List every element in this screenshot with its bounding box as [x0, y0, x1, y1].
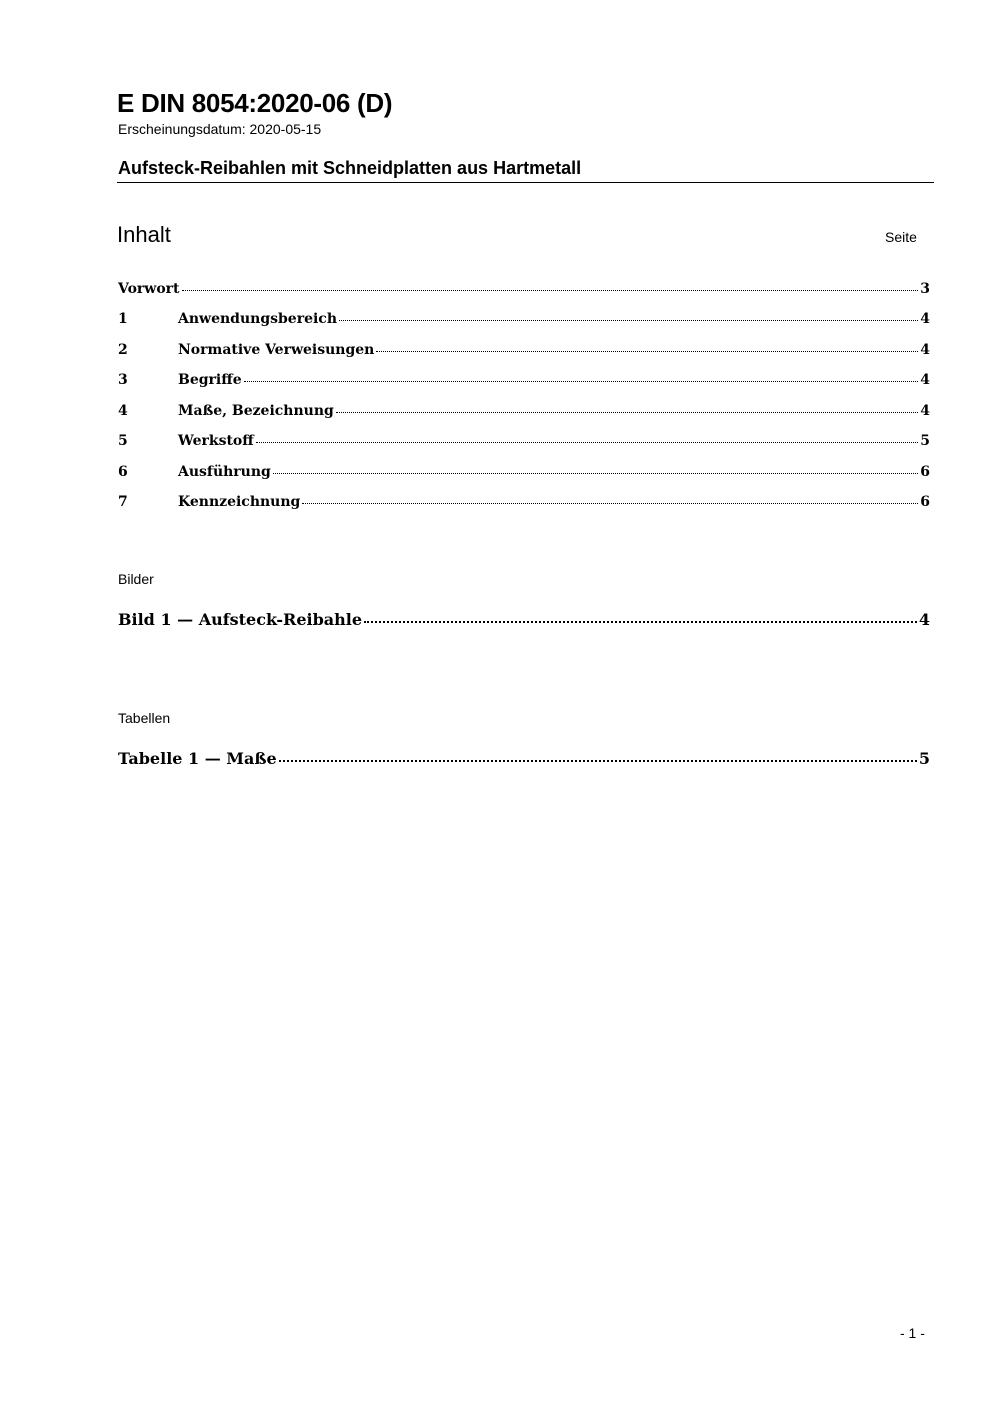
toc-entry-page: 4 — [920, 403, 930, 419]
toc-entry-6[interactable] — [118, 464, 930, 480]
toc-leader-dots — [302, 502, 918, 504]
toc-entry-label: Normative Verweisungen — [178, 342, 375, 358]
toc-entry-3[interactable] — [118, 372, 930, 388]
toc-entry-4[interactable] — [118, 403, 930, 419]
toc-entry-label: Vorwort — [118, 281, 180, 297]
figure-entry-label: Bild 1 — Aufsteck-Reibahle — [118, 610, 363, 629]
figure-entry-page: 4 — [918, 610, 930, 629]
toc-leader-dots — [182, 289, 919, 291]
toc-entry-page: 4 — [920, 372, 930, 388]
toc-entry-label: Begriffe — [178, 372, 242, 388]
toc-entry-label: Kennzeichnung — [178, 494, 301, 510]
page-number: - 1 - — [900, 1325, 925, 1341]
toc-entry-vorwort[interactable] — [118, 281, 930, 297]
toc-entry-page: 6 — [920, 494, 930, 510]
figures-heading: Bilder — [118, 571, 154, 587]
figure-entry-1[interactable] — [118, 610, 930, 629]
toc-leader-dots — [273, 472, 918, 474]
toc-page-column-label: Seite — [885, 229, 917, 245]
toc-entry-page: 3 — [920, 281, 930, 297]
toc-entry-number: 6 — [118, 464, 128, 480]
toc-entry-number: 7 — [118, 494, 128, 510]
toc-heading: Inhalt — [117, 222, 171, 247]
toc-entry-page: 6 — [920, 464, 930, 480]
toc-entry-1[interactable] — [118, 311, 930, 327]
toc-entry-2[interactable] — [118, 342, 930, 358]
toc-entry-label: Ausführung — [178, 464, 271, 480]
toc-entry-page: 4 — [920, 311, 930, 327]
toc-entry-number: 2 — [118, 342, 128, 358]
toc-leader-dots — [339, 319, 918, 321]
toc-entry-number: 5 — [118, 433, 128, 449]
document-subtitle: Aufsteck-Reibahlen mit Schneidplatten aus Hartmetall — [118, 158, 582, 178]
title-divider — [117, 182, 934, 183]
toc-leader-dots — [244, 380, 919, 382]
toc-leader-dots — [279, 759, 917, 762]
toc-leader-dots — [364, 620, 917, 623]
toc-leader-dots — [336, 411, 918, 413]
toc-entry-number: 1 — [118, 311, 128, 327]
toc-entry-number: 4 — [118, 403, 128, 419]
toc-entry-page: 5 — [920, 433, 930, 449]
toc-leader-dots — [256, 441, 919, 443]
toc-leader-dots — [376, 350, 918, 352]
table-entry-1[interactable] — [118, 749, 930, 768]
toc-entry-number: 3 — [118, 372, 128, 388]
toc-entry-7[interactable] — [118, 494, 930, 510]
table-entry-page: 5 — [918, 749, 930, 768]
document-title: E DIN 8054:2020-06 (D) — [117, 88, 393, 118]
toc-entry-label: Werkstoff — [178, 433, 254, 449]
publication-date: Erscheinungsdatum: 2020-05-15 — [118, 121, 322, 137]
toc-entry-label: Maße, Bezeichnung — [178, 403, 334, 419]
table-entry-label: Tabelle 1 — Maße — [118, 749, 277, 768]
tables-heading: Tabellen — [118, 710, 171, 726]
toc-entry-5[interactable] — [118, 433, 930, 449]
toc-entry-label: Anwendungsbereich — [178, 311, 337, 327]
toc-entry-page: 4 — [920, 342, 930, 358]
